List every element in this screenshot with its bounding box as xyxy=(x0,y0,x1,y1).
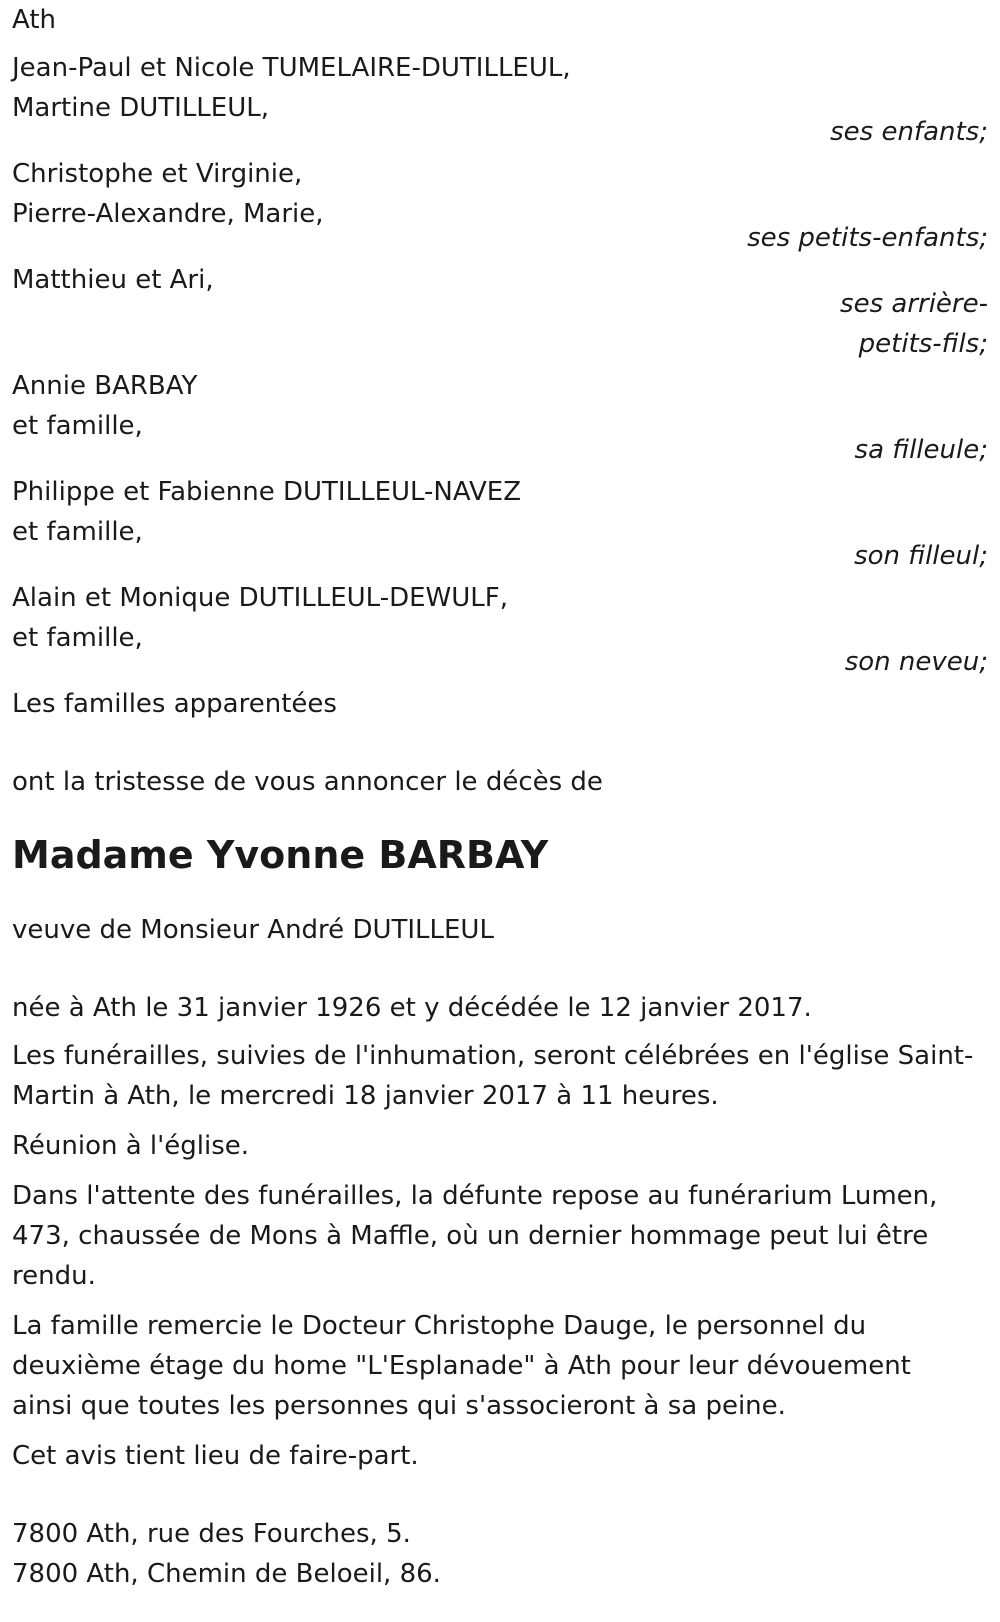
gathering-paragraph xyxy=(12,1126,988,1166)
family-names-line: Annie BARBAY xyxy=(12,371,198,401)
address-line: 7800 Ath, Chemin de Beloeil, 86. xyxy=(12,1559,441,1589)
widow-of: veuve de Monsieur André DUTILLEUL xyxy=(12,915,494,945)
paragraph-line: Réunion à l'église. xyxy=(12,1131,250,1161)
faire-part-note xyxy=(12,1436,988,1476)
family-names-line: Alain et Monique DUTILLEUL-DEWULF, xyxy=(12,583,508,613)
family-role: son filleul; xyxy=(854,541,988,571)
birth-death-dates: née à Ath le 31 janvier 1926 et y décédée le 12 janvier 2017. xyxy=(12,993,812,1023)
family-names-line: Martine DUTILLEUL, xyxy=(12,93,269,123)
family-names-line: et famille, xyxy=(12,623,143,653)
paragraph-line: rendu. xyxy=(12,1261,96,1291)
family-names-line: et famille, xyxy=(12,411,143,441)
family-role: ses arrière- xyxy=(840,289,988,319)
family-role: son neveu; xyxy=(844,647,988,677)
paragraph-line: Les funérailles, suivies de l'inhumation, seront célébrées en l'église Saint- xyxy=(12,1041,974,1071)
family-names-line: Christophe et Virginie, xyxy=(12,159,303,189)
deceased-name: Madame Yvonne BARBAY xyxy=(12,833,549,877)
place-heading: Ath xyxy=(12,5,57,35)
funerarium-paragraph xyxy=(12,1176,988,1296)
family-role: ses enfants; xyxy=(830,117,988,147)
thanks-paragraph xyxy=(12,1306,988,1426)
addresses xyxy=(12,1514,988,1594)
family-group-godson xyxy=(12,472,988,576)
paragraph-line: ainsi que toutes les personnes qui s'associeront à sa peine. xyxy=(12,1391,786,1421)
family-names-line: et famille, xyxy=(12,517,143,547)
family-names-line: Pierre-Alexandre, Marie, xyxy=(12,199,324,229)
paragraph-line: La famille remercie le Docteur Christophe Dauge, le personnel du xyxy=(12,1311,867,1341)
family-group-great-grandchildren xyxy=(12,260,988,364)
family-role: ses petits-enfants; xyxy=(747,223,988,253)
family-role: sa filleule; xyxy=(854,435,988,465)
family-names-line: Matthieu et Ari, xyxy=(12,265,214,295)
paragraph-line: Dans l'attente des funérailles, la défunte repose au funérarium Lumen, xyxy=(12,1181,938,1211)
paragraph-line: 473, chaussée de Mons à Maffle, où un dernier hommage peut lui être xyxy=(12,1221,929,1251)
family-group-nephew xyxy=(12,578,988,682)
funeral-paragraph xyxy=(12,1036,988,1116)
family-role: petits-fils; xyxy=(858,329,988,359)
family-group-grandchildren xyxy=(12,154,988,258)
family-group-goddaughter xyxy=(12,366,988,470)
paragraph-line: Martin à Ath, le mercredi 18 janvier 2017 à 11 heures. xyxy=(12,1081,719,1111)
paragraph-line: Cet avis tient lieu de faire-part. xyxy=(12,1441,419,1471)
family-names-line: Jean-Paul et Nicole TUMELAIRE-DUTILLEUL, xyxy=(12,53,571,83)
family-names-line: Philippe et Fabienne DUTILLEUL-NAVEZ xyxy=(12,477,522,507)
paragraph-line: deuxième étage du home "L'Esplanade" à Ath pour leur dévouement xyxy=(12,1351,911,1381)
address-line: 7800 Ath, rue des Fourches, 5. xyxy=(12,1519,411,1549)
family-group-children xyxy=(12,48,988,152)
related-families: Les familles apparentées xyxy=(12,689,337,719)
announcement-text: ont la tristesse de vous annoncer le décès de xyxy=(12,767,603,797)
